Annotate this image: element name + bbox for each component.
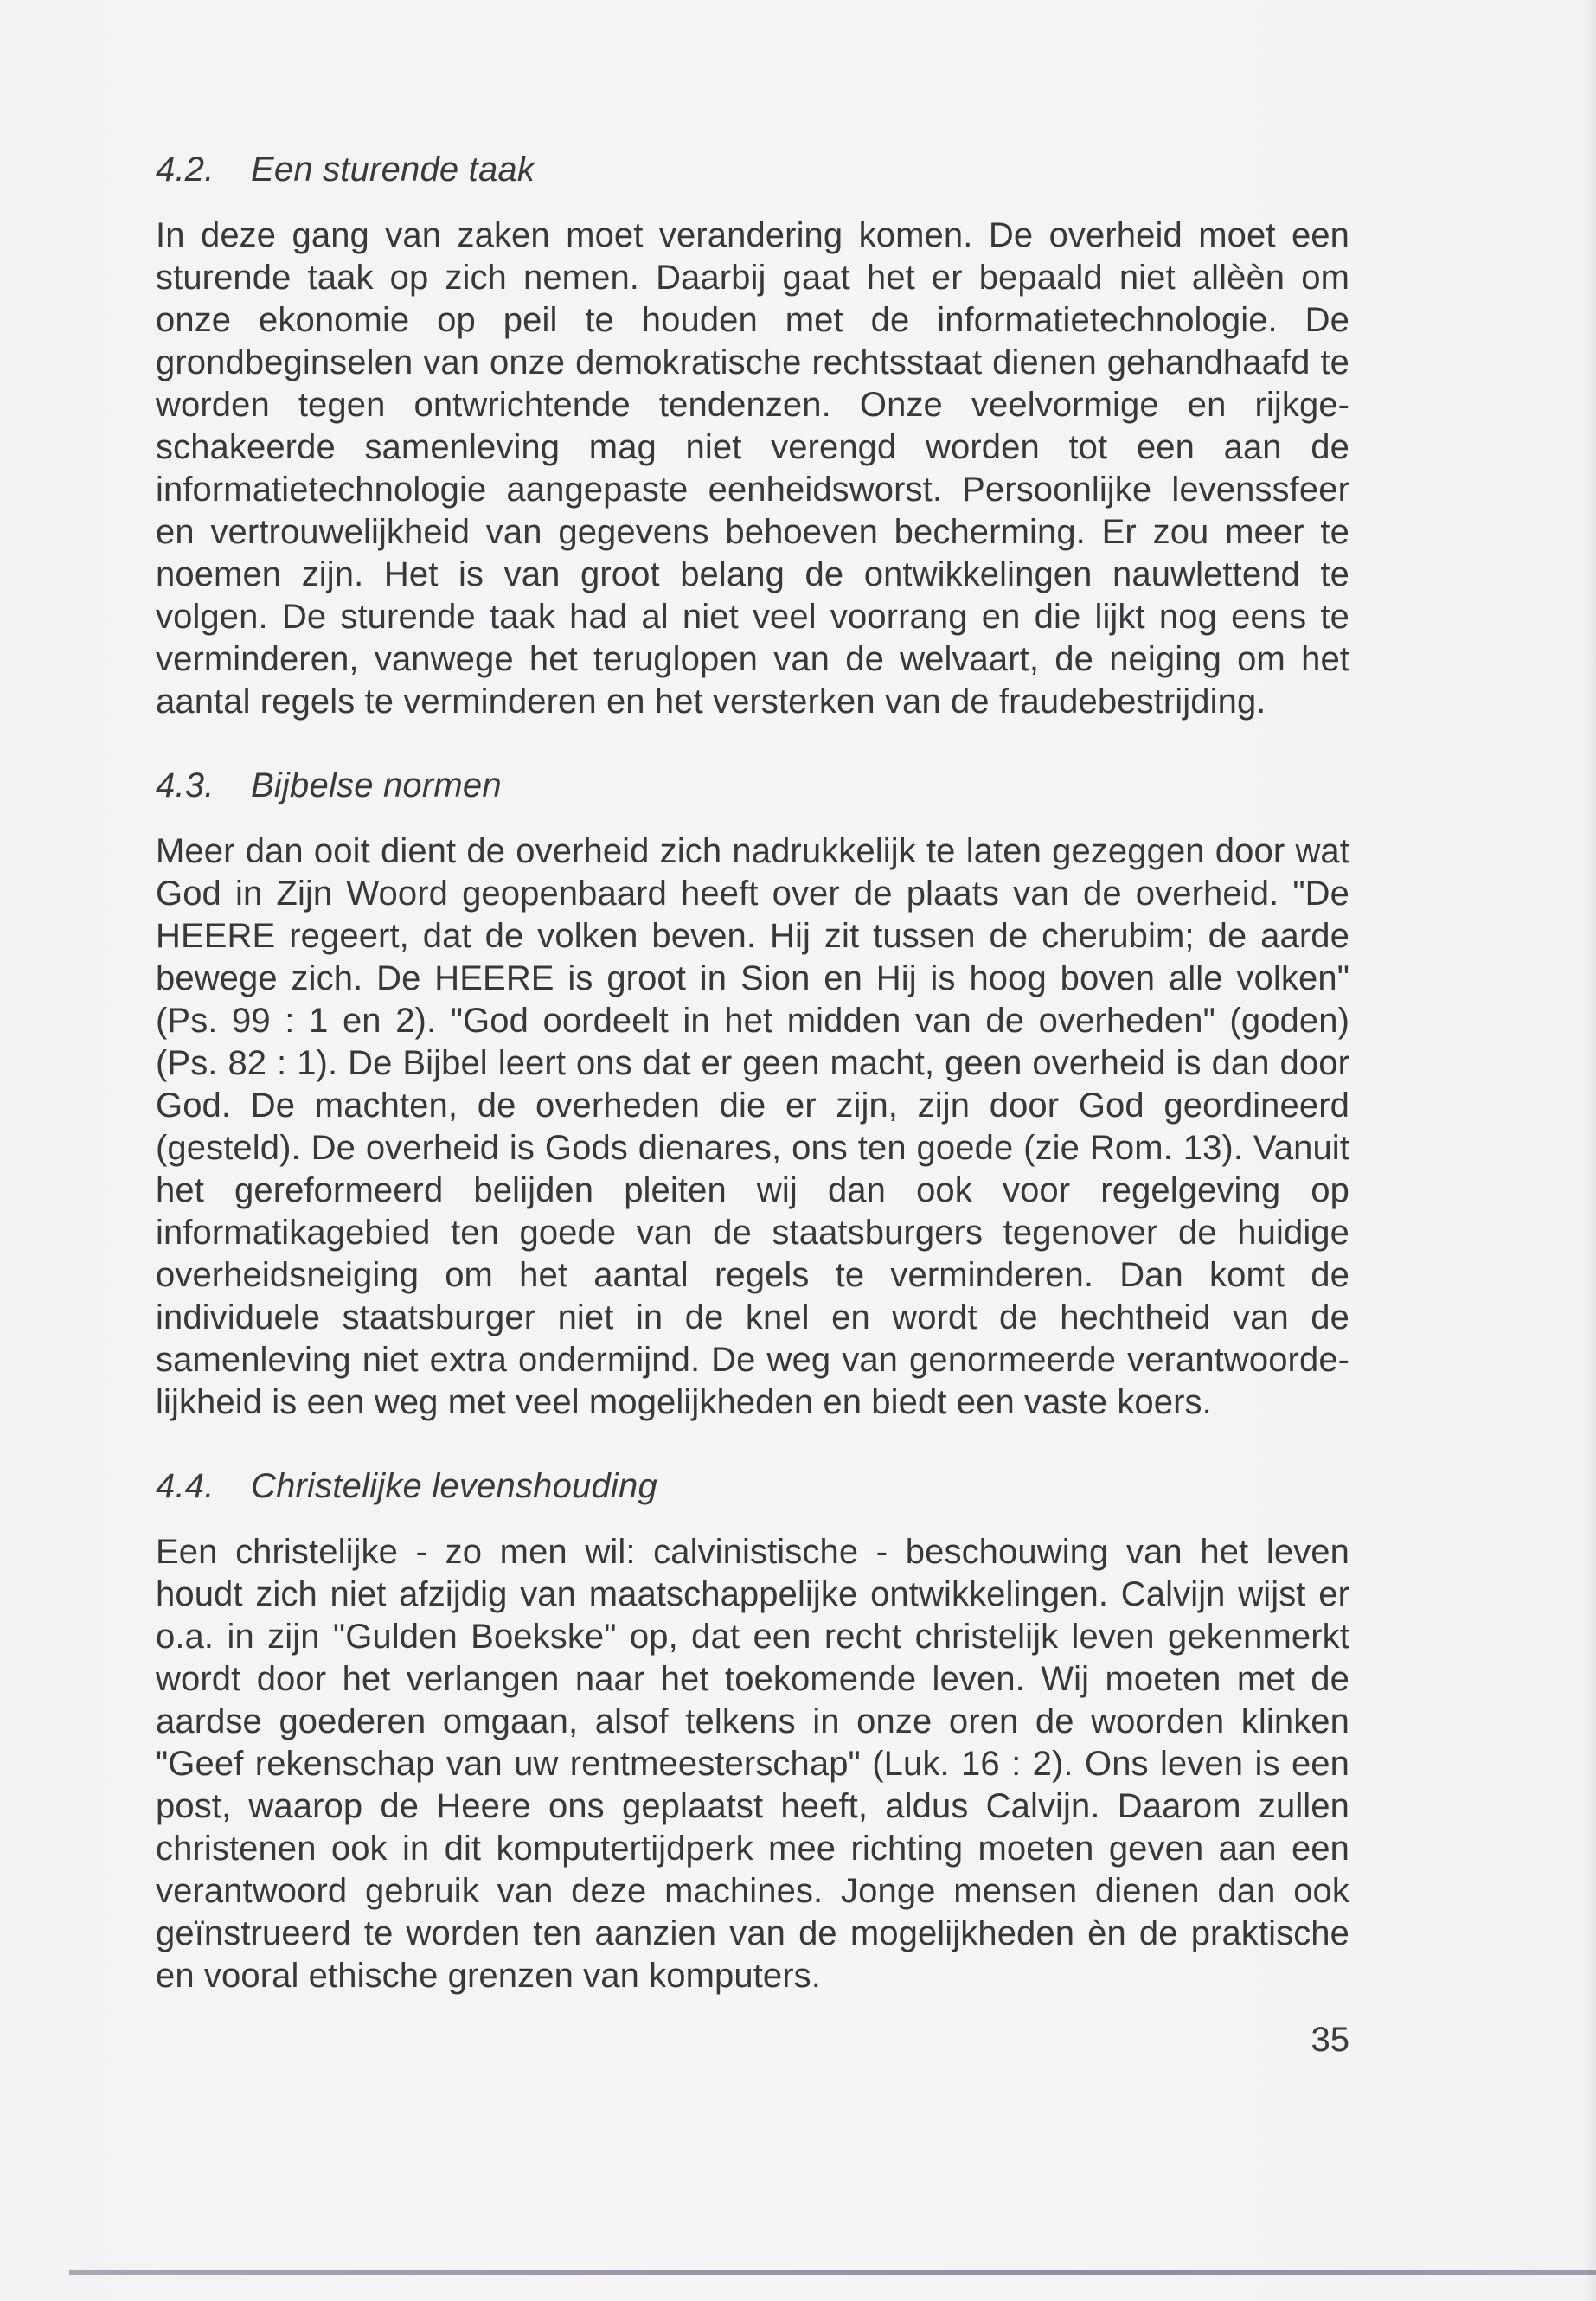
section-heading [156, 149, 1349, 190]
section-body: In deze gang van zaken moet verandering komen. De overheid moet een sturende taak op zich nemen. Daarbij gaat het er bepaald niet allèèn om onze ekonomie op peil te houden met de informatietechnologie. De grondbeginselen van onze demokratische rechtsstaat dienen gehandhaafd te worden tegen ontwrichtende tendenzen. Onze veelvormige en rijkgeschakeerde samenleving mag niet verengd worden tot een aan de informatietechnologie aangepaste eenheidsworst. Persoonlijke levenssfeer en vertrouwelijkheid van gegevens behoeven becherming. Er zou meer te noemen zijn. Het is van groot belang de ontwikkelingen nauwlettend te volgen. De sturende taak had al niet veel voorrang en die lijkt nog eens te verminderen, vanwege het teruglopen van de welvaart, de neiging om het aantal regels te verminderen en het versterken van de fraudebestrijding. [156, 216, 1349, 721]
section-title: Bijbelse normen [251, 766, 502, 804]
section-number: 4.4. [156, 1467, 215, 1505]
section-number: 4.3. [156, 766, 215, 804]
bottom-edge-bar [69, 2270, 1596, 2275]
section-title: Christelijke levenshouding [251, 1467, 657, 1505]
section-4-3 [156, 765, 1349, 1424]
section-4-2 [156, 149, 1349, 723]
section-body: Een christelijke - zo men wil: calvinistische - beschouwing van het leven houdt zich niet afzijdig van maatschappelijke ontwikkelingen. Calvijn wijst er o.a. in zijn "Gulden Boekske" op, dat een recht christelijk leven gekenmerkt wordt door het verlangen naar het toekomende leven. Wij moeten met de aardse goederen omgaan, alsof telkens in onze oren de woorden klinken "Geef rekenschap van uw rentmeesterschap" (Luk. 16 : 2). Ons leven is een post, waarop de Heere ons geplaatst heeft, aldus Calvijn. Daarom zullen christenen ook in dit komputertijdperk mee richting moeten geven aan een verantwoord gebruik van deze machines. Jonge mensen dienen dan ook geïnstrueerd te worden ten aanzien van de mogelijkheden èn de praktische en vooral ethische grenzen van komputers. [156, 1533, 1349, 1995]
section-heading [156, 765, 1349, 806]
section-heading [156, 1465, 1349, 1507]
page-content [156, 149, 1349, 2039]
page-edge-shadow [1584, 0, 1596, 2301]
section-number: 4.2. [156, 151, 215, 189]
section-title: Een sturende taak [251, 151, 535, 189]
page-number: 35 [1311, 2021, 1349, 2059]
section-body: Meer dan ooit dient de overheid zich nadrukkelijk te laten gezeggen door wat God in Zijn Woord geopenbaard heeft over de plaats van de overheid. "De HEERE regeert, dat de volken beven. Hij zit tussen de cherubim; de aarde bewege zich. De HEERE is groot in Sion en Hij is hoog boven alle volken" (Ps. 99 : 1 en 2). "God oordeelt in het midden van de overheden" (goden) (Ps. 82 : 1). De Bijbel leert ons dat er geen macht, geen overheid is dan door God. De machten, de overheden die er zijn, zijn door God geordineerd (gesteld). De overheid is Gods dienares, ons ten goede (zie Rom. 13). Vanuit het gereformeerd belijden pleiten wij dan ook voor regelgeving op informatikagebied ten goede van de staatsburgers tegenover de huidige overheidsneiging om het aantal regels te verminderen. Dan komt de individuele staatsburger niet in de knel en wordt de hechtheid van de samenleving niet extra ondermijnd. De weg van genormeerde verantwoordelijkheid is een weg met veel mogelijkheden en biedt een vaste koers. [156, 832, 1349, 1421]
section-4-4 [156, 1465, 1349, 1997]
